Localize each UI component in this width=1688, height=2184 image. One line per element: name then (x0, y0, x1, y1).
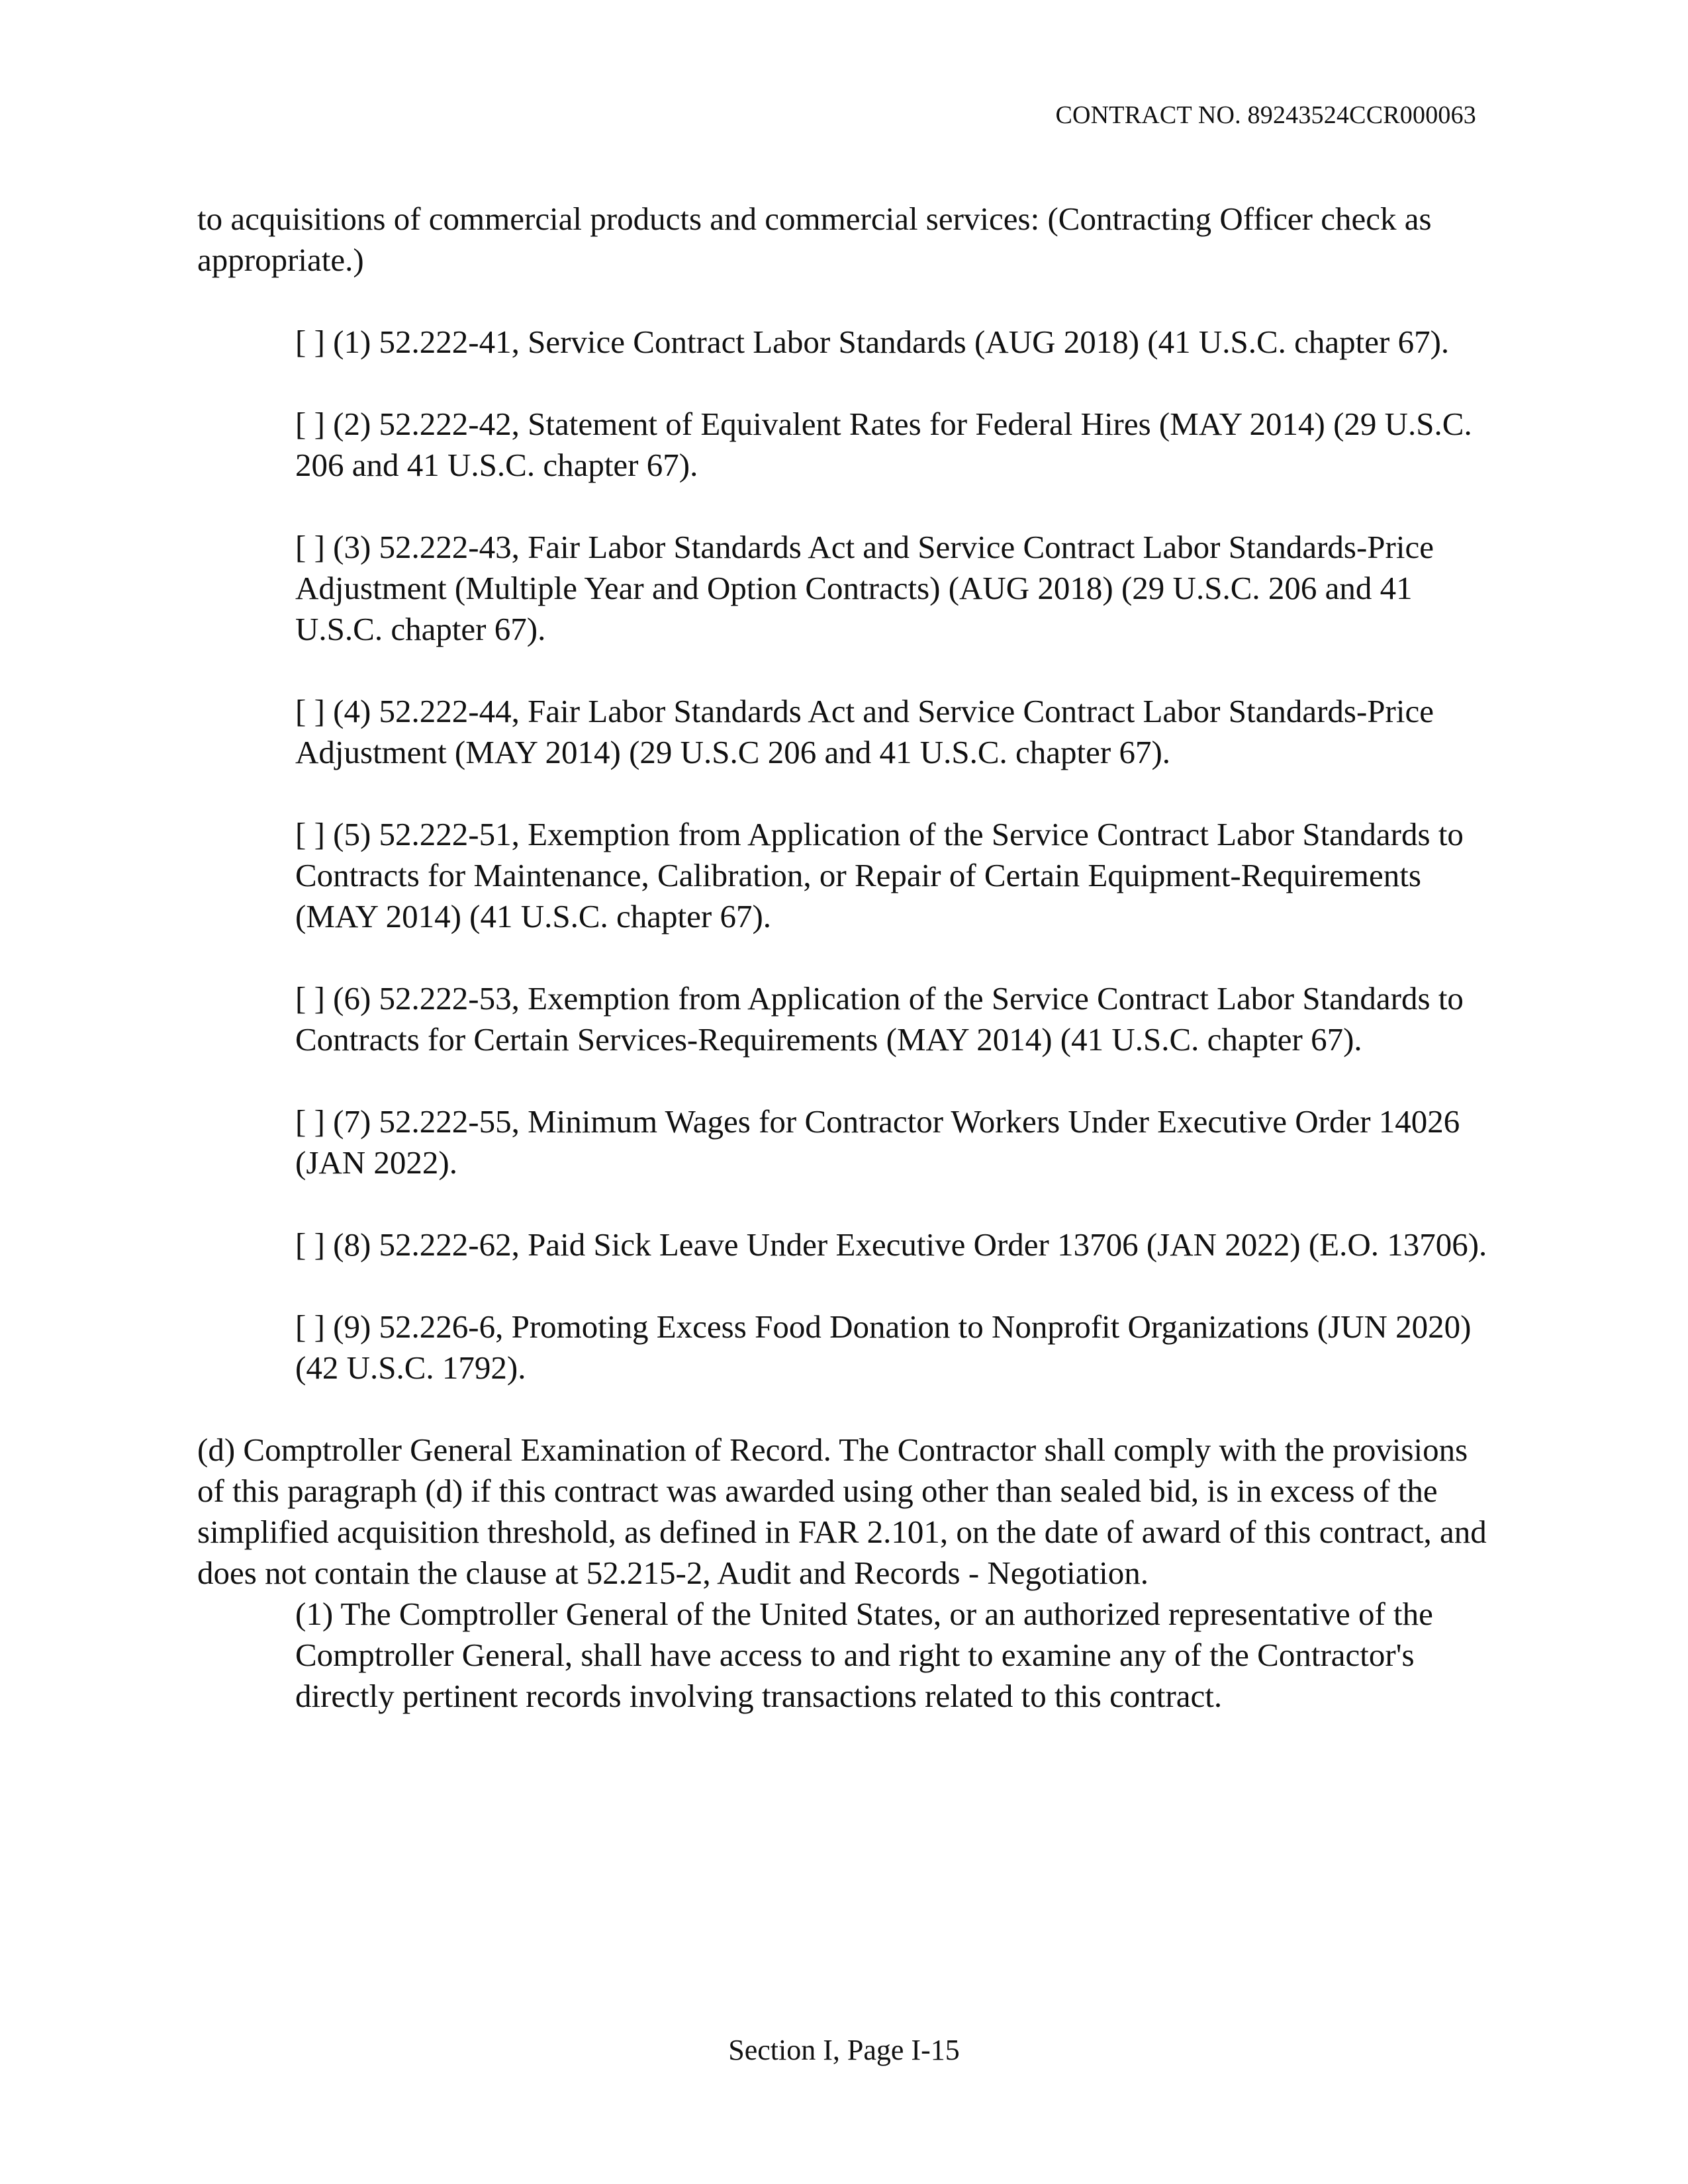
paragraph-d-1: (1) The Comptroller General of the United States, or an authorized representative of the Comptroller General, shall have access to and right to examine any of the Contractor's directly pertinent records involving transactions related to this contract. (295, 1596, 1433, 1714)
clause-item-9: [ ] (9) 52.226-6, Promoting Excess Food Donation to Nonprofit Organizations (JUN 2020) (42 U.S.C. 1792). (295, 1308, 1472, 1386)
clause-item-1: [ ] (1) 52.222-41, Service Contract Labor Standards (AUG 2018) (41 U.S.C. chapter 67). (295, 324, 1450, 360)
intro-paragraph: to acquisitions of commercial products and commercial services: (Contracting Officer check as appropriate.) (197, 201, 1432, 278)
clause-item-6: [ ] (6) 52.222-53, Exemption from Application of the Service Contract Labor Standards to Contracts for Certain Services-Requirements (MAY 2014) (41 U.S.C. chapter 67). (295, 980, 1464, 1058)
page-content (197, 199, 1495, 1717)
page-footer: Section I, Page I-15 (728, 2034, 960, 2066)
clause-checklist (197, 322, 1493, 1388)
paragraph-d: (d) Comptroller General Examination of Record. The Contractor shall comply with the provisions of this paragraph (d) if this contract was awarded using other than sealed bid, is in excess of the simplified acquisition threshold, as defined in FAR 2.101, on the date of award of this contract, and does not contain the clause at 52.215-2, Audit and Records - Negotiation. (197, 1432, 1487, 1591)
clause-item-4: [ ] (4) 52.222-44, Fair Labor Standards Act and Service Contract Labor Standards-Price Adjustment (MAY 2014) (29 U.S.C 206 and 41 U.S.C. chapter 67). (295, 693, 1434, 770)
clause-item-5: [ ] (5) 52.222-51, Exemption from Application of the Service Contract Labor Standards to Contracts for Maintenance, Calibration, or Repair of Certain Equipment-Requirements (MAY 2014) (41 U.S.C. chapter 67). (295, 816, 1464, 934)
clause-item-2: [ ] (2) 52.222-42, Statement of Equivalent Rates for Federal Hires (MAY 2014) (29 U.S.C. 206 and 41 U.S.C. chapter 67). (295, 406, 1472, 483)
clause-item-8: [ ] (8) 52.222-62, Paid Sick Leave Under Executive Order 13706 (JAN 2022) (E.O. 13706). (295, 1226, 1487, 1263)
contract-number-header: CONTRACT NO. 89243524CCR000063 (1055, 101, 1476, 129)
clause-item-7: [ ] (7) 52.222-55, Minimum Wages for Contractor Workers Under Executive Order 14026 (JAN 2022). (295, 1103, 1460, 1181)
clause-item-3: [ ] (3) 52.222-43, Fair Labor Standards Act and Service Contract Labor Standards-Price Adjustment (Multiple Year and Option Contracts) (AUG 2018) (29 U.S.C. 206 and 41 U.S.C. chapter 67). (295, 529, 1434, 647)
